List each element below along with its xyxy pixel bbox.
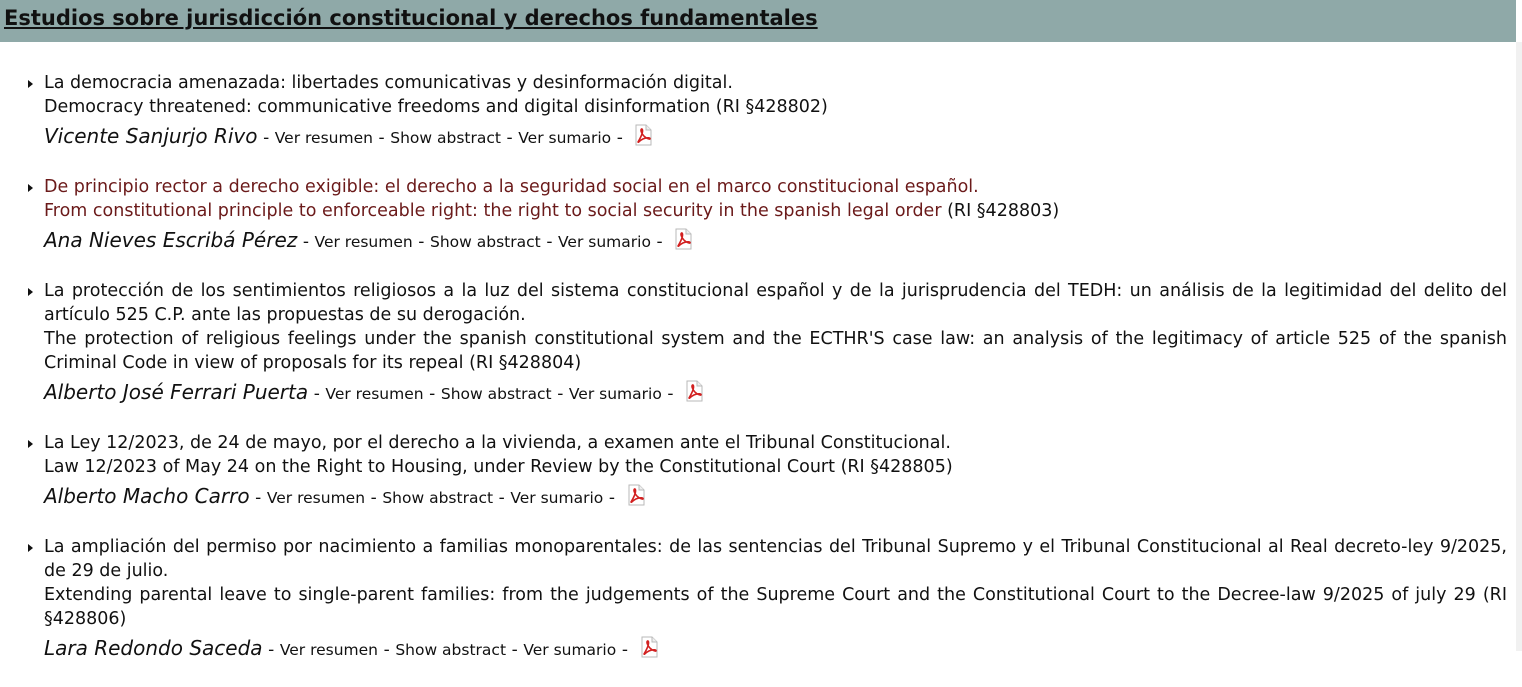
ver-sumario-link[interactable]: Ver sumario	[523, 641, 617, 659]
article-title-en[interactable]: From constitutional principle to enforceable right: the right to social security in the spanish legal order	[44, 201, 942, 221]
scrollbar[interactable]	[1516, 42, 1522, 651]
article-ref: (RI §428804)	[469, 353, 582, 373]
separator: -	[418, 232, 425, 252]
pdf-icon[interactable]	[632, 124, 654, 146]
ver-resumen-link[interactable]: Ver resumen	[314, 233, 413, 251]
pdf-icon[interactable]	[672, 228, 694, 250]
separator: -	[255, 488, 262, 508]
pdf-icon[interactable]	[638, 636, 660, 658]
ver-resumen-link[interactable]: Ver resumen	[279, 641, 379, 659]
article-author: Ana Nieves Escribá Pérez	[44, 228, 298, 252]
article-title-es[interactable]: La Ley 12/2023, de 24 de mayo, por el derecho a la vivienda, a examen ante el Tribunal Constitucional.	[44, 433, 951, 453]
separator: -	[302, 232, 309, 252]
article-meta	[44, 225, 1507, 257]
article-ref: (RI §428806)	[44, 585, 1507, 629]
article-meta	[44, 633, 1507, 665]
triangle-bullet-icon	[28, 440, 33, 448]
article-item	[28, 535, 1507, 665]
article-item	[28, 431, 1507, 513]
article-title-es[interactable]: De principio rector a derecho exigible: el derecho a la seguridad social en el marco constitucional español.	[44, 177, 979, 197]
separator: -	[667, 384, 674, 404]
triangle-bullet-icon	[28, 80, 33, 88]
triangle-bullet-icon	[28, 184, 33, 192]
article-author: Lara Redondo Saceda	[44, 636, 263, 660]
separator: -	[557, 384, 564, 404]
separator: -	[370, 488, 377, 508]
article-ref: (RI §428802)	[715, 97, 828, 117]
separator: -	[378, 128, 385, 148]
ver-sumario-link[interactable]: Ver sumario	[510, 489, 604, 507]
section-title[interactable]: Estudios sobre jurisdicción constitucional y derechos fundamentales	[4, 6, 818, 30]
pdf-icon[interactable]	[683, 380, 705, 402]
separator: -	[511, 640, 518, 660]
article-title-es[interactable]: La democracia amenazada: libertades comunicativas y desinformación digital.	[44, 73, 733, 93]
article-author: Vicente Sanjurjo Rivo	[44, 124, 258, 148]
article-meta	[44, 377, 1507, 409]
separator: -	[616, 128, 623, 148]
article-item	[28, 71, 1507, 153]
article-item	[28, 175, 1507, 257]
section-header	[0, 0, 1516, 42]
article-title-link[interactable]	[44, 175, 1507, 223]
article-title-link[interactable]	[44, 279, 1507, 375]
article-title-link[interactable]	[44, 71, 1507, 119]
article-author: Alberto Macho Carro	[44, 484, 250, 508]
separator: -	[429, 384, 436, 404]
article-title-en[interactable]: The protection of religious feelings under the spanish constitutional system and the ECTHR'S case law: an analysis of the legitimacy of article 525 of the spanish Criminal Code in view of proposals for its repeal	[44, 329, 1507, 373]
article-title-link[interactable]	[44, 535, 1507, 631]
separator: -	[313, 384, 320, 404]
separator: -	[268, 640, 275, 660]
article-title-en[interactable]: Law 12/2023 of May 24 on the Right to Housing, under Review by the Constitutional Court	[44, 457, 835, 477]
ver-resumen-link[interactable]: Ver resumen	[266, 489, 366, 507]
separator: -	[383, 640, 390, 660]
show-abstract-link[interactable]: Show abstract	[440, 385, 552, 403]
separator: -	[621, 640, 628, 660]
triangle-bullet-icon	[28, 544, 33, 552]
article-ref: (RI §428805)	[840, 457, 953, 477]
separator: -	[498, 488, 505, 508]
article-meta	[44, 481, 1507, 513]
triangle-bullet-icon	[28, 288, 33, 296]
separator: -	[608, 488, 615, 508]
ver-sumario-link[interactable]: Ver sumario	[568, 385, 662, 403]
ver-resumen-link[interactable]: Ver resumen	[274, 129, 373, 147]
separator: -	[263, 128, 270, 148]
article-title-es[interactable]: La ampliación del permiso por nacimiento a familias monoparentales: de las sentencias del Tribunal Supremo y el Tribunal Constitucional al Real decreto-ley 9/2025, de 29 de julio.	[44, 537, 1507, 581]
article-item	[28, 279, 1507, 409]
ver-sumario-link[interactable]: Ver sumario	[518, 129, 612, 147]
article-author: Alberto José Ferrari Puerta	[44, 380, 309, 404]
ver-resumen-link[interactable]: Ver resumen	[325, 385, 424, 403]
show-abstract-link[interactable]: Show abstract	[390, 129, 501, 147]
article-title-en[interactable]: Extending parental leave to single-parent families: from the judgements of the Supreme Court and the Constitutional Court to the Decree-law 9/2025 of july 29	[44, 585, 1476, 605]
show-abstract-link[interactable]: Show abstract	[395, 641, 507, 659]
ver-sumario-link[interactable]: Ver sumario	[558, 233, 651, 251]
pdf-icon[interactable]	[625, 484, 647, 506]
separator: -	[506, 128, 513, 148]
article-ref: (RI §428803)	[947, 201, 1060, 221]
separator: -	[546, 232, 553, 252]
article-title-es[interactable]: La protección de los sentimientos religiosos a la luz del sistema constitucional español y de la jurisprudencia del TEDH: un análisis de la legitimidad del delito del artículo 525 C.P. ante las propuestas de su derogación.	[44, 281, 1507, 325]
separator: -	[656, 232, 663, 252]
article-title-en[interactable]: Democracy threatened: communicative freedoms and digital disinformation	[44, 97, 711, 117]
article-title-link[interactable]	[44, 431, 1507, 479]
show-abstract-link[interactable]: Show abstract	[430, 233, 541, 251]
article-meta	[44, 121, 1507, 153]
show-abstract-link[interactable]: Show abstract	[382, 489, 494, 507]
article-list	[28, 71, 1507, 687]
